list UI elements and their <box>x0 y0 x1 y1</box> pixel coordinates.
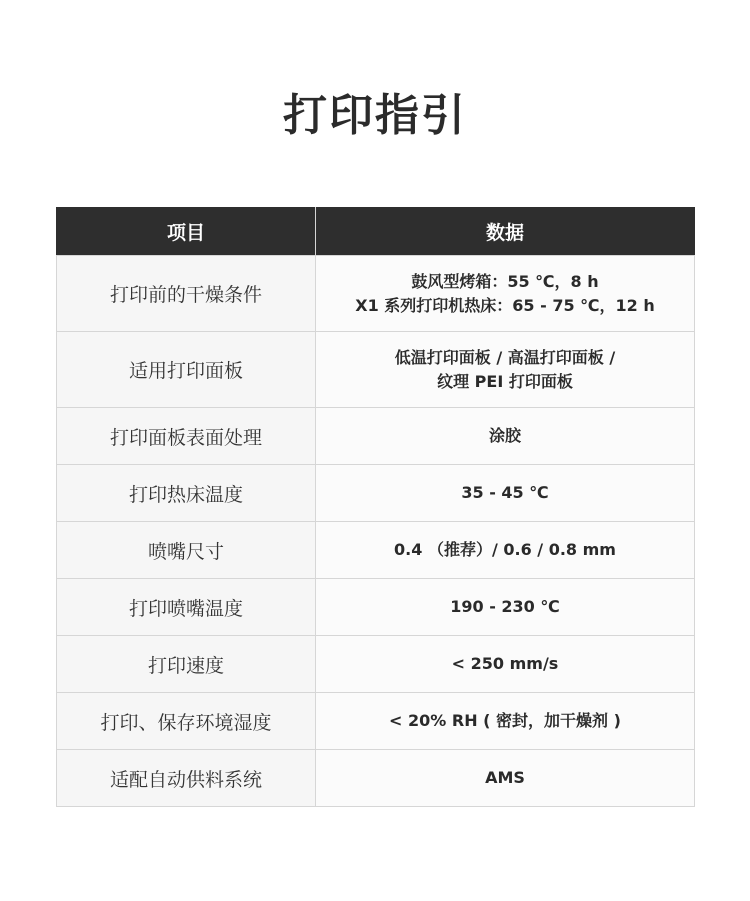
row-value <box>316 332 695 408</box>
row-label: 喷嘴尺寸 <box>57 522 316 579</box>
row-label: 打印速度 <box>57 636 316 693</box>
row-label: 打印面板表面处理 <box>57 408 316 465</box>
table-row <box>57 636 695 693</box>
table-row <box>57 332 695 408</box>
row-value-line: 190 - 230 ℃ <box>450 597 560 616</box>
row-value-line: < 20% RH ( 密封，加干燥剂 ) <box>389 711 621 730</box>
row-value-line: 35 - 45 ℃ <box>461 483 549 502</box>
row-value <box>316 693 695 750</box>
row-value <box>316 465 695 522</box>
row-value-line: 涂胶 <box>488 426 521 445</box>
column-header-data: 数据 <box>316 207 695 256</box>
row-label: 打印前的干燥条件 <box>57 256 316 332</box>
page-title: 打印指引 <box>283 90 467 141</box>
row-value <box>316 522 695 579</box>
table-row <box>57 522 695 579</box>
row-value-line: 0.4 （推荐）/ 0.6 / 0.8 mm <box>394 540 616 559</box>
row-label: 适用打印面板 <box>57 332 316 408</box>
row-value-line: 低温打印面板 / 高温打印面板 / <box>394 347 616 367</box>
column-header-item: 项目 <box>57 207 316 256</box>
table-row <box>57 465 695 522</box>
row-value-line: AMS <box>485 768 525 787</box>
print-guide-table <box>56 207 695 807</box>
table-row <box>57 750 695 807</box>
row-label: 打印喷嘴温度 <box>57 579 316 636</box>
table-row <box>57 579 695 636</box>
table-header-row <box>57 207 695 256</box>
row-value-line: X1 系列打印机热床：65 - 75 ℃，12 h <box>355 295 655 315</box>
table-row <box>57 256 695 332</box>
table-row <box>57 693 695 750</box>
row-value <box>316 636 695 693</box>
row-value-line: < 250 mm/s <box>451 654 559 673</box>
row-value <box>316 408 695 465</box>
row-value <box>316 256 695 332</box>
row-label: 打印热床温度 <box>57 465 316 522</box>
row-label: 打印、保存环境湿度 <box>57 693 316 750</box>
row-label: 适配自动供料系统 <box>57 750 316 807</box>
row-value-line: 纹理 PEI 打印面板 <box>437 371 573 391</box>
table-row <box>57 408 695 465</box>
row-value-line: 鼓风型烤箱：55 ℃，8 h <box>411 271 599 291</box>
row-value <box>316 579 695 636</box>
row-value <box>316 750 695 807</box>
